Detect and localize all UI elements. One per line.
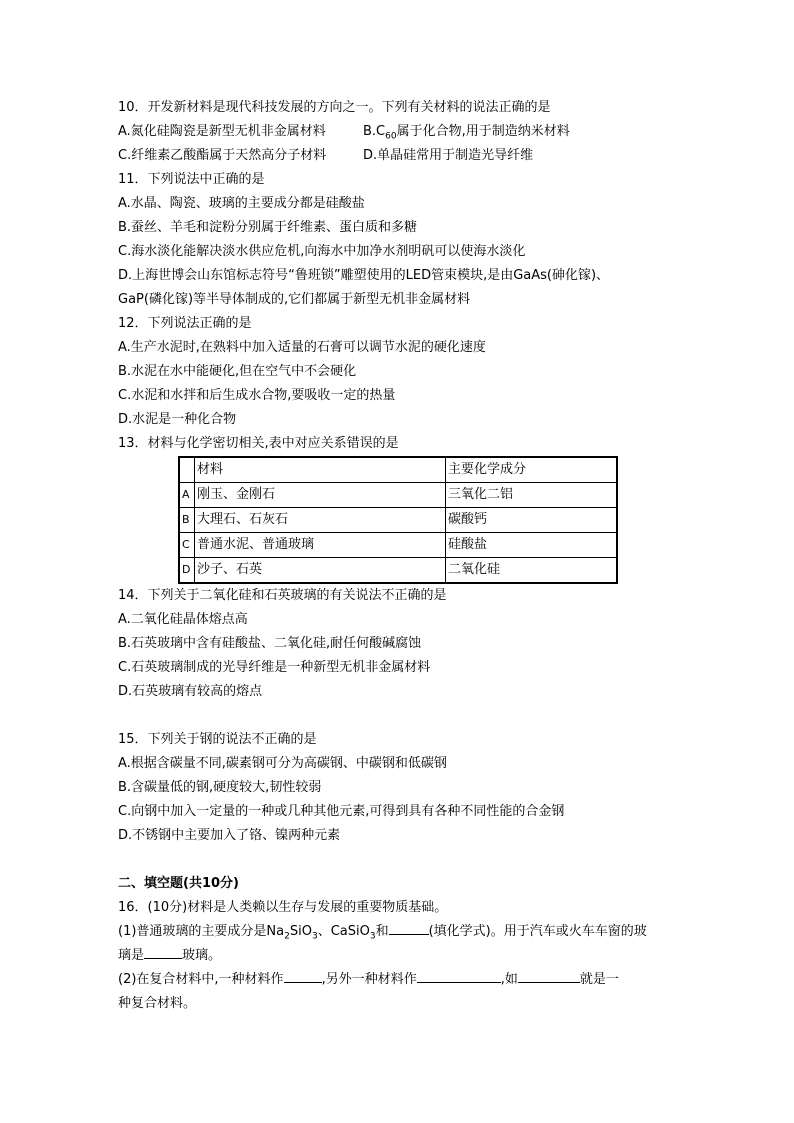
q10-options-ab <box>118 120 686 144</box>
q14-option-a: A.二氧化硅晶体熔点高 <box>118 612 248 627</box>
q10-option-a: A.氮化硅陶瓷是新型无机非金属材料 <box>118 124 326 139</box>
q11-option-c: C.海水淡化能解决淡水供应危机,向海水中加净水剂明矾可以使海水淡化 <box>118 244 526 259</box>
q15-option-b: B.含碳量低的钢,硬度较大,韧性较弱 <box>118 780 322 795</box>
table-row-component: 三氧化二铝 <box>446 483 618 508</box>
table-row-material: 沙子、石英 <box>195 558 446 584</box>
table-row <box>179 508 617 533</box>
q16-part1-line2: 璃是 玻璃。 <box>118 944 686 968</box>
table-row-material: 普通水泥、普通玻璃 <box>195 533 446 558</box>
table-row-key: C <box>179 533 195 558</box>
q11-option-d-line2: GaP(磷化镓)等半导体制成的,它们都属于新型无机非金属材料 <box>118 292 471 307</box>
q12-option-b: B.水泥在水中能硬化,但在空气中不会硬化 <box>118 364 357 379</box>
q14-option-c: C.石英玻璃制成的光导纤维是一种新型无机非金属材料 <box>118 660 431 675</box>
q15-option-a: A.根据含碳量不同,碳素钢可分为高碳钢、中碳钢和低碳钢 <box>118 756 447 771</box>
table-header-row <box>179 457 617 483</box>
answer-blank[interactable] <box>389 921 429 935</box>
table-row-key: A <box>179 483 195 508</box>
q16-part2-line2: 种复合材料。 <box>118 996 197 1011</box>
q13-table <box>178 456 618 584</box>
exam-page <box>118 96 686 1016</box>
q14-option-b: B.石英玻璃中含有硅酸盐、二氧化硅,耐任何酸碱腐蚀 <box>118 636 422 651</box>
table-row-key: B <box>179 508 195 533</box>
table-header-component: 主要化学成分 <box>446 457 618 483</box>
spacer <box>118 848 686 872</box>
spacer <box>118 704 686 728</box>
q10-option-d: D.单晶硅常用于制造光导纤维 <box>363 148 534 163</box>
q10-options-cd <box>118 144 686 168</box>
table-header-material: 材料 <box>195 457 446 483</box>
answer-blank[interactable] <box>518 969 580 983</box>
q16-part1-line1: (1)普通玻璃的主要成分是$Na_2SiO_3$、CaSiO$_3$和 (填化学式)。用于汽车或火车车窗的玻 <box>118 920 686 944</box>
answer-blank[interactable] <box>144 945 182 959</box>
answer-blank[interactable] <box>417 969 501 983</box>
q11-option-b: B.蚕丝、羊毛和淀粉分别属于纤维素、蛋白质和多糖 <box>118 220 418 235</box>
q10-stem: 10．开发新材料是现代科技发展的方向之一。下列有关材料的说法正确的是 <box>118 100 551 115</box>
q16-stem: 16．(10分)材料是人类赖以生存与发展的重要物质基础。 <box>118 900 448 915</box>
q15-option-d: D.不锈钢中主要加入了铬、镍两种元素 <box>118 828 341 843</box>
section-heading: 二、填空题(共10分) <box>118 876 239 891</box>
q10-option-c: C.纤维素乙酸酯属于天然高分子材料 <box>118 148 327 163</box>
q15-option-c: C.向钢中加入一定量的一种或几种其他元素,可得到具有各种不同性能的合金钢 <box>118 804 565 819</box>
table-row-component: 碳酸钙 <box>446 508 618 533</box>
q13-stem: 13．材料与化学密切相关,表中对应关系错误的是 <box>118 436 399 451</box>
table-row <box>179 533 617 558</box>
table-row-material: 刚玉、金刚石 <box>195 483 446 508</box>
table-row-component: 二氧化硅 <box>446 558 618 584</box>
q11-option-a: A.水晶、陶瓷、玻璃的主要成分都是硅酸盐 <box>118 196 365 211</box>
q10-option-b: $B.C_{60}$属于化合物,用于制造纳米材料 <box>363 124 570 142</box>
q16-part2-line1: (2)在复合材料中,一种材料作 ,另外一种材料作 ,如 就是一 <box>118 968 686 992</box>
table-row-component: 硅酸盐 <box>446 533 618 558</box>
table-header-key <box>179 457 195 483</box>
q11-stem: 11．下列说法中正确的是 <box>118 172 265 187</box>
table-row <box>179 483 617 508</box>
q12-option-d: D.水泥是一种化合物 <box>118 412 237 427</box>
q11-option-d-line1: D.上海世博会山东馆标志符号“鲁班锁”雕塑使用的LED管束模块,是由GaAs(砷化镓)、 <box>118 268 610 283</box>
q12-stem: 12．下列说法正确的是 <box>118 316 252 331</box>
table-row-material: 大理石、石灰石 <box>195 508 446 533</box>
q15-stem: 15．下列关于钢的说法不正确的是 <box>118 732 317 747</box>
q14-option-d: D.石英玻璃有较高的熔点 <box>118 684 263 699</box>
table-row-key: D <box>179 558 195 584</box>
q12-option-a: A.生产水泥时,在熟料中加入适量的石膏可以调节水泥的硬化速度 <box>118 340 486 355</box>
answer-blank[interactable] <box>284 969 322 983</box>
q14-stem: 14．下列关于二氧化硅和石英玻璃的有关说法不正确的是 <box>118 588 447 603</box>
q12-option-c: C.水泥和水拌和后生成水合物,要吸收一定的热量 <box>118 388 396 403</box>
table-row <box>179 558 617 584</box>
